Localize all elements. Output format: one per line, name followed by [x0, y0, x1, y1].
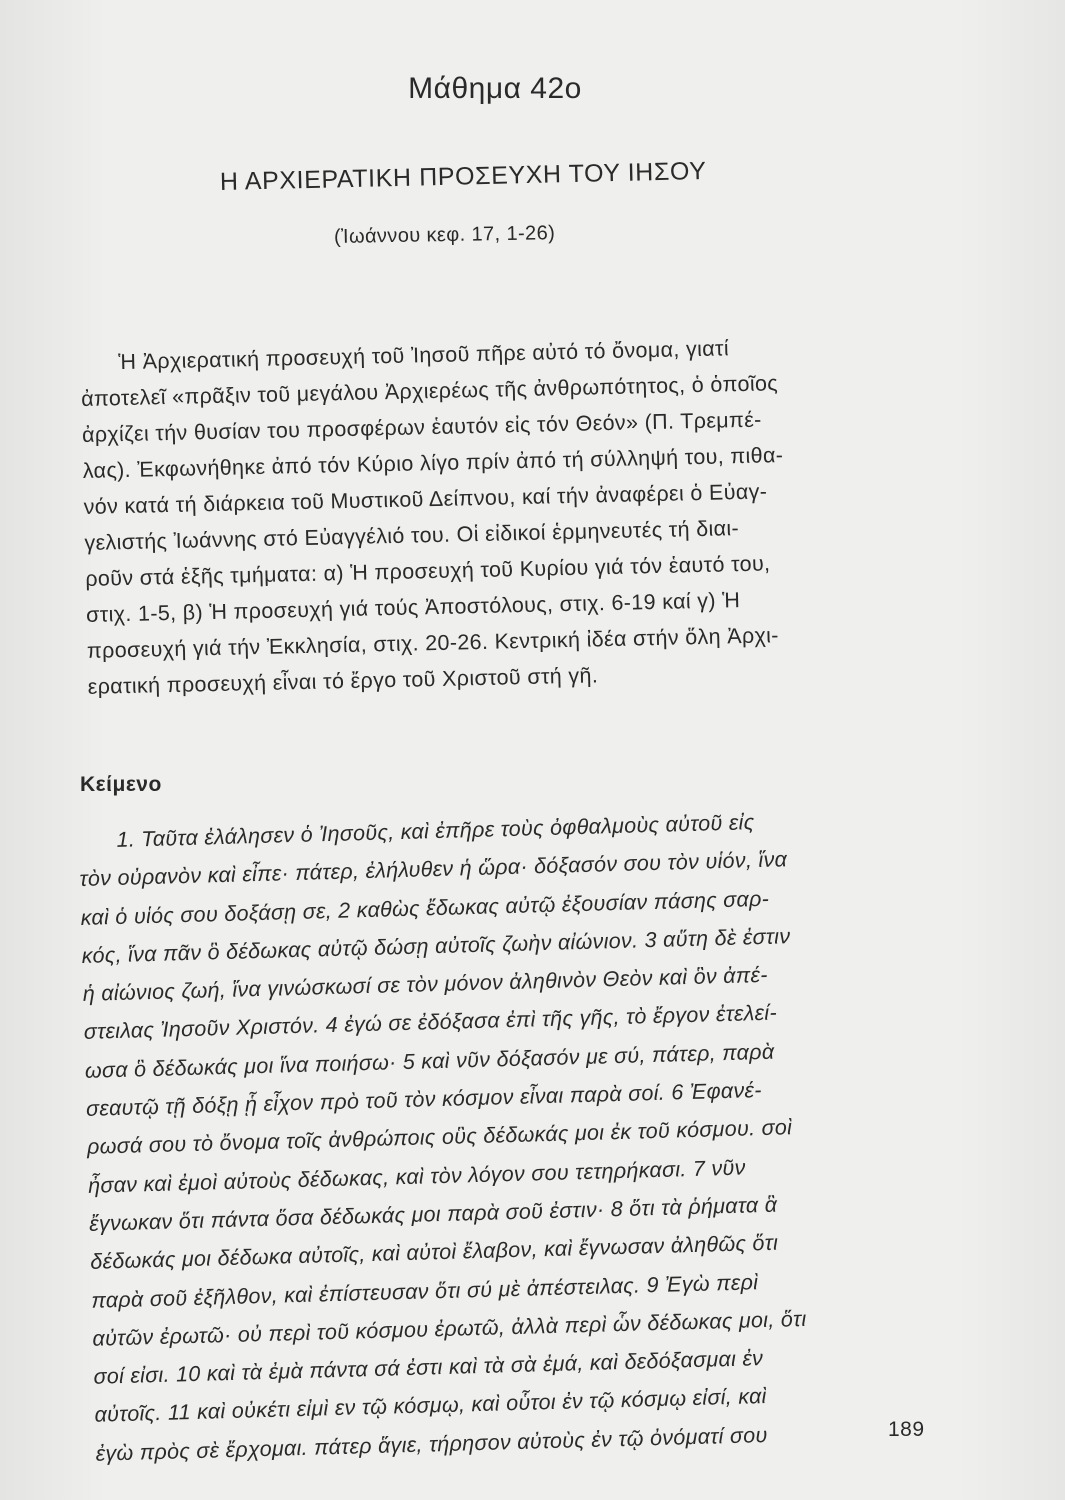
text-line: σεαυτῷ τῇ δόξῃ ᾗ εἶχον πρὸ τοῦ τὸν κόσμον εἶναι παρὰ σοί. 6 Ἐφανέ- [85, 1078, 762, 1121]
intro-line: ἀποτελεῖ «πρᾶξιν τοῦ μεγάλου Ἀρχιερέως τῆς ἀνθρωπότητος, ὁ ὁποῖος [80, 371, 779, 411]
text-line: καὶ ὁ υἱός σου δοξάσῃ σε, 2 καθὼς ἔδωκας αὐτῷ ἐξουσίαν πάσης σαρ- [80, 886, 770, 930]
text-line: ρωσά σου τὸ ὄνομα τοῖς ἀνθρώποις οὓς δέδωκάς μοι ἐκ τοῦ κόσμου. σοὶ [86, 1115, 793, 1160]
text-line: αὐτοῖς. 11 καὶ οὐκέτι εἰμὶ εν τῷ κόσμῳ, καὶ οὗτοι ἐν τῷ κόσμῳ εἰσί, καὶ [94, 1384, 768, 1428]
intro-line: ερατική προσευχή εἶναι τό ἔργο τοῦ Χριστοῦ στή γῆ. [87, 663, 599, 699]
text-line: στειλας Ἰησοῦν Χριστόν. 4 ἐγώ σε ἐδόξασα ἐπὶ τῆς γῆς, τὸ ἔργον ἐτελεί- [83, 1001, 778, 1045]
text-line: ἐγὼ πρὸς σὲ ἔρχομαι. πάτερ ἅγιε, τήρησον αὐτοὺς ἐν τῷ ὀνόματί σου [95, 1422, 768, 1466]
intro-line: ροῦν στά ἑξῆς τμήματα: α) Ἡ προσευχή τοῦ Κυρίου γιά τόν ἑαυτό του, [85, 551, 771, 591]
text-line: δέδωκάς μοι δέδωκα αὐτοῖς, καὶ αὐτοὶ ἔλαβον, καὶ ἔγνωσαν ἀληθῶς ὅτι [89, 1230, 779, 1275]
text-line: ἡ αἰώνιος ζωή, ἵνα γινώσκωσί σε τὸν μόνον ἀληθινὸν Θεὸν καὶ ὃν ἀπέ- [82, 962, 769, 1007]
intro-line: Ἡ Ἀρχιερατική προσευχή τοῦ Ἰησοῦ πῆρε αὐτό τό ὄνομα, γιατί [118, 336, 730, 375]
intro-line: γελιστής Ἰωάννης στό Εὐαγγέλιό του. Οἱ εἰδικοί ἑρμηνευτές τή διαι- [84, 516, 740, 555]
intro-paragraph [80, 325, 948, 704]
page-number: 189 [888, 1418, 925, 1441]
text-line: τὸν οὐρανὸν καὶ εἶπε· πάτερ, ἐλήλυθεν ἡ ὥρα· δόξασόν σου τὸν υἱόν, ἵνα [79, 847, 788, 892]
intro-line: ἀρχίζει τήν θυσίαν του προσφέρων ἑαυτόν εἰς τόν Θεόν» (Π. Τρεμπέ- [81, 407, 762, 447]
intro-line: προσευχή γιά τήν Ἐκκλησία, στιχ. 20-26. Κεντρική ἰδέα στήν ὅλη Ἀρχι- [86, 623, 780, 663]
page-title: Η ΑΡΧΙΕΡΑΤΙΚΗ ΠΡΟΣΕΥΧΗ ΤΟΥ ΙΗΣΟΥ [219, 156, 707, 196]
lesson-number: Μάθημα 42ο [408, 72, 582, 105]
intro-line: νόν κατά τή διάρκεια τοῦ Μυστικοῦ Δείπνου, καί τήν ἀναφέρει ὁ Εὐαγ- [83, 479, 768, 519]
scripture-text [78, 798, 966, 1473]
text-line: 1. Ταῦτα ἐλάλησεν ὁ Ἰησοῦς, καὶ ἐπῆρε τοὺς ὀφθαλμοὺς αὐτοῦ εἰς [116, 810, 755, 852]
text-line: ωσα ὃ δέδωκάς μοι ἵνα ποιήσω· 5 καὶ νῦν δόξασόν με σύ, πάτερ, παρὰ [84, 1039, 775, 1083]
text-line: σοί εἰσι. 10 καὶ τὰ ἐμὰ πάντα σά ἐστι καὶ τὰ σὰ ἐμά, καὶ δεδόξασμαι ἐν [93, 1346, 764, 1389]
text-line: ἔγνωκαν ὅτι πάντα ὅσα δέδωκάς μοι παρὰ σοῦ ἐστιν· 8 ὅτι τὰ ῥήματα ἃ [88, 1192, 778, 1236]
text-line: κός, ἵνα πᾶν ὃ δέδωκας αὐτῷ δώσῃ αὐτοῖς ζωὴν αἰώνιον. 3 αὕτη δὲ ἐστιν [81, 924, 791, 968]
text-line: παρὰ σοῦ ἐξῆλθον, καὶ ἐπίστευσαν ὅτι σύ μὲ ἀπέστειλας. 9 Ἐγὼ περὶ [91, 1269, 759, 1313]
text-line: ἦσαν καὶ ἐμοὶ αὐτοὺς δέδωκας, καὶ τὸν λόγον σου τετηρήκασι. 7 νῦν [87, 1155, 746, 1198]
intro-line: στιχ. 1-5, β) Ἡ προσευχή γιά τούς Ἀποστόλους, στιχ. 6-19 καί γ) Ἡ [85, 588, 741, 627]
text-line: αὐτῶν ἐρωτῶ· οὐ περὶ τοῦ κόσμου ἐρωτῶ, ἀλλὰ περὶ ὧν δέδωκας μοι, ὅτι [92, 1306, 807, 1351]
section-heading: Κείμενο [80, 773, 162, 796]
intro-line: λας). Ἐκφωνήθηκε ἀπό τόν Κύριο λίγο πρίν ἀπό τή σύλληψή του, πιθα- [82, 443, 784, 483]
scripture-reference: (Ἰωάννου κεφ. 17, 1-26) [333, 222, 556, 248]
